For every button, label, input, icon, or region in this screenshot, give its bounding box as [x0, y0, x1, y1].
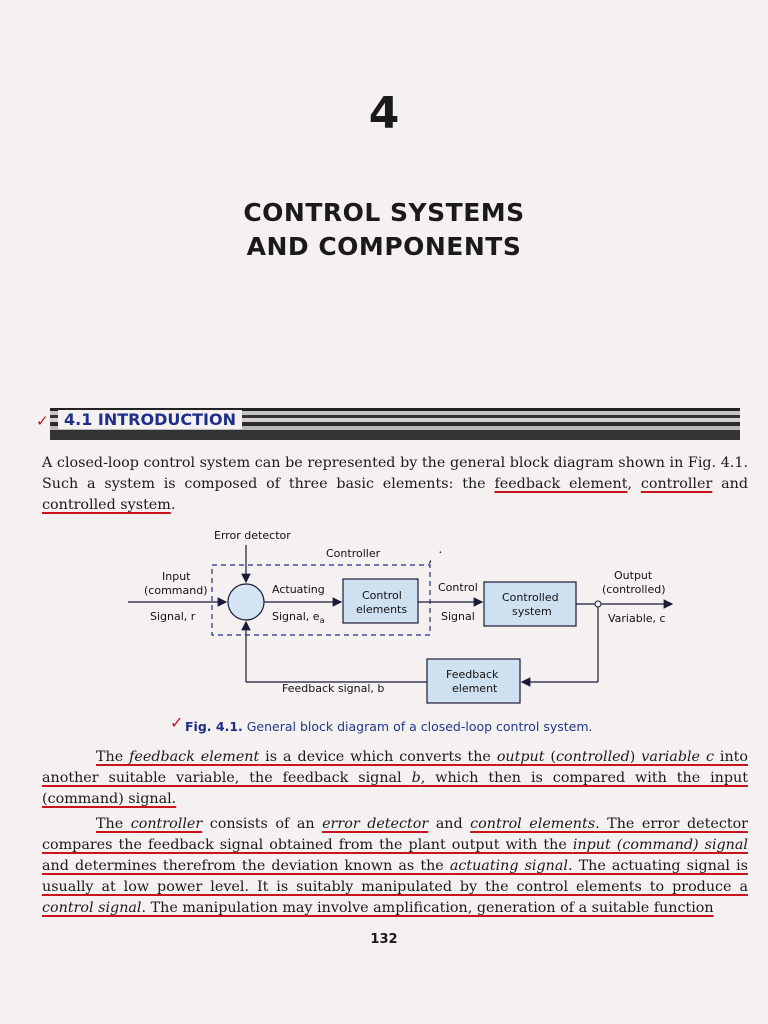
para2-text: ( — [544, 749, 556, 765]
block-diagram — [0, 520, 768, 720]
para3-text: and — [428, 816, 471, 832]
control-elements-label-2: elements — [356, 603, 408, 616]
para2-term: controlled — [556, 749, 630, 765]
para2-text: into another suitable variable, the feedback signal — [42, 749, 749, 786]
para3-term: controller — [130, 816, 203, 832]
feedback-signal-label: Feedback signal, b — [282, 682, 385, 695]
handwritten-check-icon: ✓ — [170, 713, 184, 732]
para3-term: control elements — [470, 816, 596, 832]
input-label-1: Input — [162, 570, 191, 583]
feedback-element-label-2: element — [452, 682, 498, 695]
para3-text: consists of an — [202, 816, 323, 832]
para3-term: actuating signal — [449, 858, 568, 874]
para3-text: The — [96, 816, 131, 832]
para2-term: output — [496, 749, 545, 765]
output-label-1: Output — [614, 569, 653, 582]
takeoff-point — [595, 601, 601, 607]
controlled-system-label-2: system — [512, 605, 552, 618]
para3-text: . The manipulation may involve amplification, generation of a suitable function — [141, 900, 714, 916]
error-detector-label: Error detector — [214, 529, 291, 542]
figure-label: Fig. 4.1. — [185, 719, 243, 734]
page-number: 132 — [370, 932, 398, 947]
output-label-2: (controlled) — [602, 583, 666, 596]
para2-text: ) — [629, 749, 642, 765]
para2-text: The — [96, 749, 130, 765]
para3-text: . The actuating signal is usually at low power level. It is suitably manipulated by the control elements to produce a — [42, 858, 748, 895]
input-label-2: (command) — [144, 584, 208, 597]
para2-text: , which then is compared with the input (command) signal. — [42, 770, 748, 807]
handwritten-check-icon: ✓ — [36, 412, 49, 430]
actuating-signal-label: Signal, $e_a$ — [272, 610, 325, 625]
para3-term: error detector — [322, 816, 429, 832]
actuating-label: Actuating — [272, 583, 325, 596]
intro-separator: and — [712, 476, 748, 492]
intro-paragraph — [42, 453, 748, 516]
para2-text: is a device which converts the — [259, 749, 497, 765]
controlled-system-box — [484, 582, 576, 626]
control-label: Control — [438, 581, 478, 594]
feedback-element-paragraph — [42, 747, 748, 810]
summing-junction — [228, 584, 264, 620]
controller-label: Controller — [326, 547, 381, 560]
chapter-title-line-1: CONTROL SYSTEMS — [243, 198, 525, 227]
chapter-title-line-2: AND COMPONENTS — [246, 232, 522, 261]
para3-term: control signal — [42, 900, 142, 916]
para3-term: input (command) signal — [572, 837, 748, 853]
chapter-number: 4 — [368, 88, 400, 139]
figure-caption-text: General block diagram of a closed-loop control system. — [242, 719, 593, 734]
output-variable-label: Variable, c — [608, 612, 666, 625]
input-signal-label: Signal, r — [150, 610, 196, 623]
stray-marks: ‚ ˙ — [428, 550, 444, 566]
figure-caption — [185, 719, 593, 734]
term-controlled-system: controlled system — [42, 497, 171, 513]
intro-end: . — [170, 497, 176, 513]
intro-text: A closed-loop control system can be represented by the general block diagram shown in Fig. 4.1. Such a system is composed of three basic elements: the — [42, 455, 748, 492]
controlled-system-label-1: Controlled — [502, 591, 559, 604]
term-controller: controller — [640, 476, 713, 492]
feedback-element-label-1: Feedback — [446, 668, 499, 681]
control-elements-label-1: Control — [362, 589, 402, 602]
para2-term: feedback element — [129, 749, 260, 765]
term-feedback-element: feedback element — [494, 476, 628, 492]
control-signal-label: Signal — [441, 610, 475, 623]
intro-separator: , — [627, 476, 641, 492]
controller-paragraph — [42, 814, 748, 919]
para2-term: b — [411, 770, 421, 786]
para2-term: variable c — [641, 749, 714, 765]
feedback-element-box — [427, 659, 520, 703]
para3-text: and determines therefrom the deviation known as the — [42, 858, 450, 874]
section-heading — [58, 410, 242, 429]
section-title: INTRODUCTION — [97, 410, 236, 429]
para3-text: . The error detector compares the feedback signal obtained from the plant output with the — [42, 816, 749, 853]
section-number: 4.1 — [64, 410, 93, 429]
chapter-title — [0, 196, 768, 264]
